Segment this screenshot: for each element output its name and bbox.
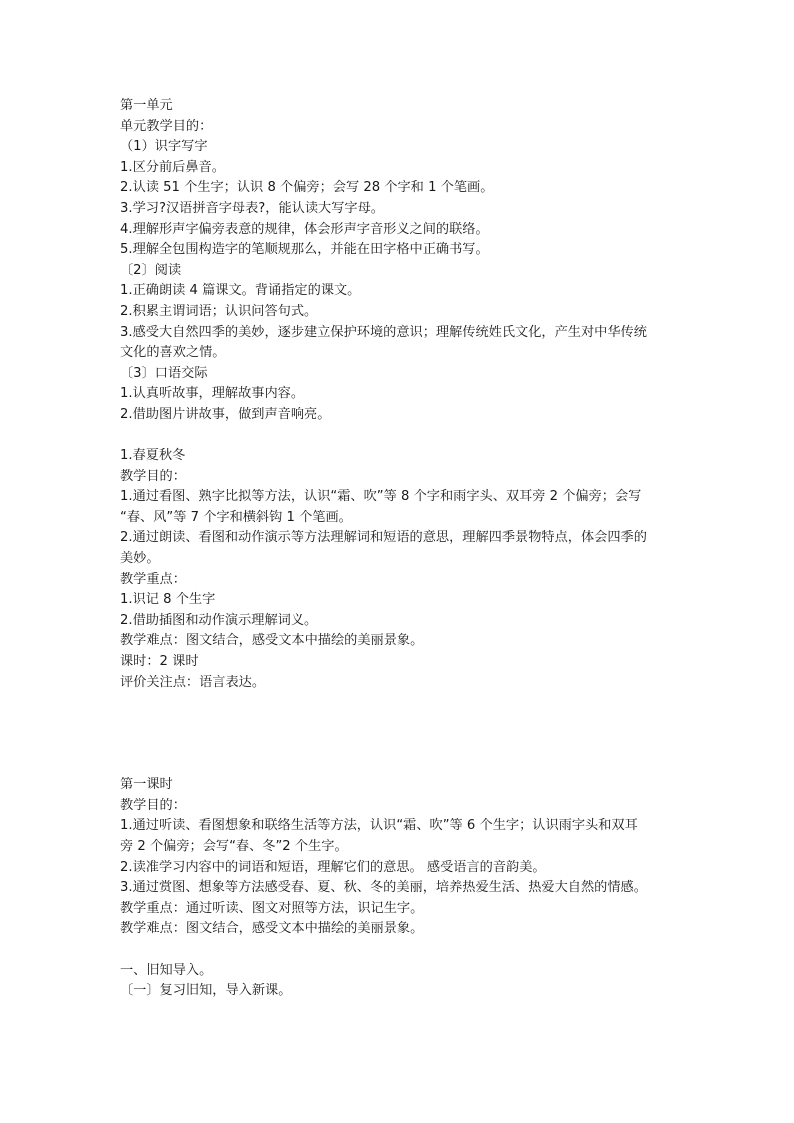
lesson-hours: 课时：2 课时 <box>120 654 199 670</box>
section-heading-oral: 〔3〕口语交际 <box>120 365 208 381</box>
spacer <box>120 693 680 775</box>
spacer <box>120 426 680 447</box>
list-item: 文化的喜欢之情。 <box>120 345 226 361</box>
period-difficulty: 教学难点：图文结合，感受文本中描绘的美丽景象。 <box>120 921 424 937</box>
list-item: 1.正确朗读 4 篇课文。背诵指定的课文。 <box>120 283 361 299</box>
period-title: 第一课时 <box>120 777 173 793</box>
list-item: 2.借助插图和动作演示理解词义。 <box>120 612 318 628</box>
lesson-goals-heading: 教学目的： <box>120 468 186 484</box>
lesson-key-heading: 教学重点： <box>120 571 186 587</box>
spacer <box>120 940 680 961</box>
list-item: 2.认读 51 个生字；认识 8 个偏旁；会写 28 个字和 1 个笔画。 <box>120 180 494 196</box>
section-heading-reading: 〔2〕阅读 <box>120 262 182 278</box>
unit-goals-heading: 单元教学目的： <box>120 118 213 134</box>
list-item: 1.认真听故事，理解故事内容。 <box>120 386 305 402</box>
intro-subheading: 〔一〕复习旧知，导入新课。 <box>120 983 292 999</box>
list-item: 3.学习?汉语拼音字母表?，能认读大写字母。 <box>120 200 384 216</box>
lesson-difficulty: 教学难点：图文结合，感受文本中描绘的美丽景象。 <box>120 633 424 649</box>
list-item: 3.通过赏图、想象等方法感受春、夏、秋、冬的美丽，培养热爱生活、热爱大自然的情感。 <box>120 880 647 896</box>
list-item: 2.积累主谓词语；认识问答句式。 <box>120 303 318 319</box>
list-item: 4.理解形声字偏旁表意的规律，体会形声字音形义之间的联络。 <box>120 221 489 237</box>
list-item: 1.区分前后鼻音。 <box>120 159 225 175</box>
section-heading-literacy: （1）识字写字 <box>120 139 208 155</box>
list-item: 1.通过听读、看图想象和联络生活等方法，认识“霜、吹”等 6 个生字；认识雨字头和双耳 <box>120 818 638 834</box>
list-item: 3.感受大自然四季的美妙，逐步建立保护环境的意识；理解传统姓氏文化，产生对中华传统 <box>120 324 647 340</box>
list-item: 美妙。 <box>120 551 160 567</box>
list-item: 1.识记 8 个生字 <box>120 592 216 608</box>
period-key: 教学重点：通过听读、图文对照等方法，识记生字。 <box>120 900 424 916</box>
period-goals-heading: 教学目的： <box>120 797 186 813</box>
list-item: 2.借助图片讲故事，做到声音响亮。 <box>120 406 331 422</box>
unit-title: 第一单元 <box>120 98 173 113</box>
list-item: 5.理解全包围构造字的笔顺规那么，并能在田字格中正确书写。 <box>120 242 489 258</box>
list-item: “春、风”等 7 个字和横斜钩 1 个笔画。 <box>120 509 352 525</box>
list-item: 旁 2 个偏旁；会写“春、冬”2 个生字。 <box>120 839 348 854</box>
lesson-evaluation: 评价关注点：语言表达。 <box>120 674 266 690</box>
lesson-title: 1.春夏秋冬 <box>120 448 186 464</box>
list-item: 1.通过看图、熟字比拟等方法，认识“霜、吹”等 8 个字和雨字头、双耳旁 2 个偏旁；会写 <box>120 489 642 505</box>
document-body <box>120 96 680 1002</box>
intro-heading: 一、旧知导入。 <box>120 962 213 978</box>
list-item: 2.读准学习内容中的词语和短语，理解它们的意思。 感受语言的音韵美。 <box>120 859 546 875</box>
list-item: 2.通过朗读、看图和动作演示等方法理解词和短语的意思，理解四季景物特点，体会四季的 <box>120 530 647 546</box>
